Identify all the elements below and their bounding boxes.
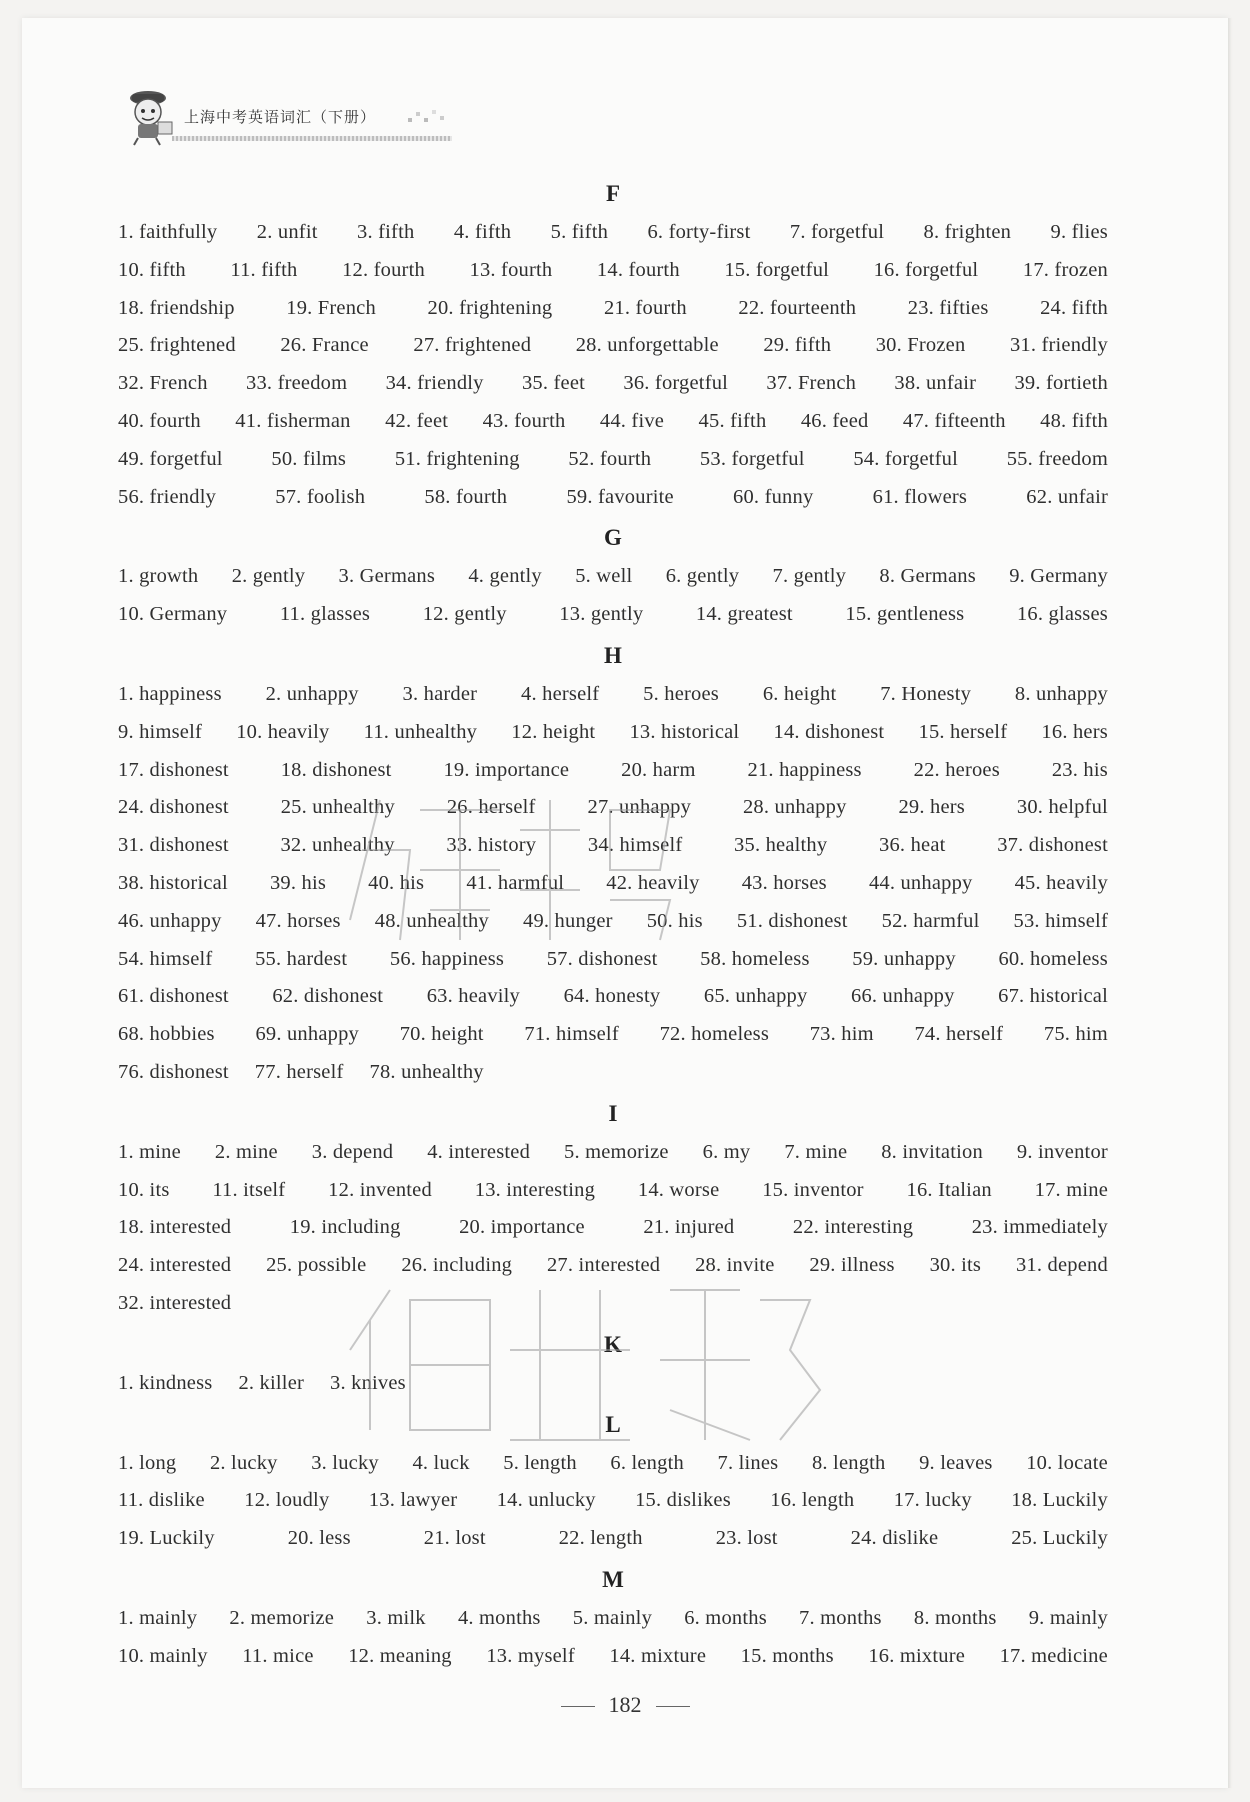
answer-item: 1. growth — [118, 565, 199, 588]
answer-item: 4. herself — [521, 682, 600, 705]
header-rule — [172, 136, 452, 141]
answer-row — [118, 290, 1108, 328]
answer-item: 14. mixture — [609, 1644, 707, 1667]
answer-item: 22. length — [558, 1527, 643, 1550]
answer-item: 19. importance — [443, 758, 570, 781]
answer-item: 21. lost — [423, 1527, 486, 1550]
answer-item: 19. including — [289, 1216, 401, 1239]
answer-item: 50. films — [271, 447, 347, 470]
answer-item: 27. unhappy — [587, 796, 692, 819]
answer-row — [118, 441, 1108, 479]
answer-row — [118, 403, 1108, 441]
answer-item: 3. knives — [330, 1371, 406, 1394]
answer-item: 14. greatest — [695, 603, 793, 626]
answer-item: 18. dishonest — [280, 758, 392, 781]
answer-item: 19. French — [286, 296, 376, 319]
answer-row — [118, 1134, 1108, 1172]
answer-item: 63. heavily — [426, 985, 521, 1008]
answer-item: 22. interesting — [792, 1216, 914, 1239]
answer-item: 30. helpful — [1016, 796, 1108, 819]
answer-item: 7. months — [799, 1606, 882, 1629]
answer-item: 51. frightening — [394, 447, 520, 470]
answer-item: 22. fourteenth — [738, 296, 857, 319]
answer-row — [118, 1365, 1108, 1403]
answer-item: 1. mine — [118, 1140, 181, 1163]
answer-item: 67. historical — [998, 985, 1108, 1008]
answer-item: 56. happiness — [389, 947, 505, 970]
answer-item: 34. friendly — [385, 372, 484, 395]
answer-item: 25. possible — [266, 1254, 367, 1277]
answer-item: 26. including — [401, 1254, 513, 1277]
answer-item: 7. lines — [717, 1451, 779, 1474]
answer-row — [118, 1600, 1108, 1638]
answer-item: 58. fourth — [424, 485, 508, 508]
answer-item: 23. his — [1051, 758, 1108, 781]
answer-item: 32. unhealthy — [280, 834, 395, 857]
answer-item: 52. fourth — [568, 447, 652, 470]
answer-item: 3. lucky — [311, 1451, 379, 1474]
answer-item: 1. happiness — [118, 682, 222, 705]
answer-item: 59. favourite — [566, 485, 674, 508]
answer-item: 15. months — [740, 1644, 834, 1667]
page-number-dash-left — [561, 1706, 595, 1707]
answer-item: 8. frighten — [923, 221, 1012, 243]
answer-item: 64. honesty — [563, 985, 661, 1008]
answer-item: 18. friendship — [118, 296, 235, 319]
answer-item: 15. gentleness — [845, 603, 965, 626]
answer-item: 77. herself — [254, 1060, 344, 1083]
answer-item: 24. dislike — [850, 1527, 939, 1550]
answer-item: 48. fifth — [1040, 409, 1108, 432]
answer-row — [118, 252, 1108, 290]
answer-item: 10. mainly — [118, 1644, 208, 1667]
answer-item: 24. dishonest — [118, 796, 229, 819]
answer-item: 13. fourth — [469, 258, 553, 281]
answer-item: 10. heavily — [236, 720, 330, 743]
answer-item: 65. unhappy — [703, 985, 808, 1008]
answer-item: 16. forgetful — [873, 258, 979, 281]
answer-item: 33. history — [446, 834, 537, 857]
answer-item: 39. fortieth — [1014, 372, 1108, 395]
answer-item: 68. hobbies — [118, 1023, 215, 1046]
answer-item: 18. Luckily — [1011, 1489, 1108, 1512]
answer-item: 5. heroes — [643, 682, 719, 705]
answer-row — [118, 1445, 1108, 1483]
answer-item: 5. length — [503, 1451, 577, 1474]
answer-row — [118, 714, 1108, 752]
answer-row — [118, 903, 1108, 941]
answer-item: 38. historical — [118, 871, 228, 894]
answer-item: 29. hers — [898, 796, 965, 819]
answer-item: 8. length — [811, 1451, 886, 1474]
section-heading-k: K — [604, 1331, 622, 1357]
answer-item: 47. fifteenth — [902, 409, 1006, 432]
answer-item: 5. well — [575, 565, 633, 588]
answer-item: 10. Germany — [118, 603, 228, 626]
page-number — [0, 1692, 1250, 1718]
answer-item: 36. heat — [879, 834, 946, 857]
answer-item: 27. frightened — [413, 334, 532, 357]
answer-item: 6. gently — [665, 565, 740, 588]
answer-item: 42. feet — [385, 409, 449, 432]
answer-item: 4. fifth — [453, 221, 512, 243]
answer-item: 15. herself — [918, 720, 1008, 743]
answer-item: 14. dishonest — [773, 720, 885, 743]
answer-item: 12. gently — [422, 603, 507, 626]
answer-item: 11. fifth — [230, 258, 298, 281]
answer-item: 17. medicine — [999, 1644, 1108, 1667]
answer-item: 12. meaning — [348, 1644, 452, 1667]
answer-item: 72. homeless — [659, 1023, 770, 1046]
answer-item: 44. unhappy — [868, 871, 973, 894]
answer-item: 4. months — [457, 1606, 541, 1629]
answer-row — [118, 1638, 1108, 1676]
answer-item: 12. invented — [328, 1178, 432, 1201]
answer-row — [118, 1209, 1108, 1247]
answer-item: 3. depend — [311, 1140, 394, 1163]
answer-row — [118, 1247, 1108, 1285]
answer-item: 4. interested — [427, 1140, 531, 1163]
answer-item: 21. injured — [643, 1216, 735, 1239]
answer-item: 58. homeless — [700, 947, 810, 970]
answer-item: 12. fourth — [342, 258, 425, 281]
section-heading-f: F — [605, 181, 621, 206]
page-number-value: 182 — [608, 1692, 642, 1717]
answer-item: 36. forgetful — [623, 372, 729, 395]
answer-item: 75. him — [1043, 1023, 1108, 1046]
answer-item: 2. lucky — [209, 1451, 278, 1474]
answer-item: 2. gently — [231, 565, 306, 588]
answer-item: 29. fifth — [763, 334, 832, 357]
answer-item: 39. his — [269, 871, 327, 894]
answer-item: 61. dishonest — [118, 985, 229, 1008]
answer-item: 9. himself — [118, 720, 202, 743]
answer-row — [118, 1016, 1108, 1054]
answer-item: 74. herself — [914, 1023, 1004, 1046]
answer-item: 2. unfit — [256, 221, 318, 243]
answer-item: 31. dishonest — [118, 834, 229, 857]
answer-row — [118, 1482, 1108, 1520]
answer-item: 28. unforgettable — [575, 334, 719, 357]
answer-item: 6. my — [702, 1140, 751, 1163]
answer-item: 16. mixture — [868, 1644, 966, 1667]
answer-item: 57. dishonest — [546, 947, 658, 970]
answer-row — [118, 827, 1108, 865]
answer-item: 29. illness — [809, 1254, 895, 1277]
answer-row — [118, 479, 1108, 517]
answer-item: 23. fifties — [907, 296, 989, 319]
answer-item: 12. height — [511, 720, 596, 743]
page-number-dash-right — [656, 1706, 690, 1707]
answer-item: 32. French — [118, 372, 208, 395]
answer-item: 16. glasses — [1016, 603, 1108, 626]
answer-item: 7. mine — [784, 1140, 848, 1163]
section-heading-g: G — [604, 525, 622, 551]
answer-item: 45. fifth — [698, 409, 767, 432]
answer-item: 37. French — [766, 372, 857, 395]
answer-item: 5. fifth — [550, 221, 609, 243]
answer-item: 11. unhealthy — [363, 720, 478, 743]
answer-item: 15. dislikes — [635, 1489, 731, 1512]
answer-row — [118, 676, 1108, 714]
answer-item: 10. locate — [1026, 1451, 1108, 1474]
answer-row — [118, 978, 1108, 1016]
answer-row — [118, 1285, 1108, 1323]
answer-item: 2. unhappy — [265, 682, 359, 705]
answer-item: 55. freedom — [1006, 447, 1108, 470]
answer-item: 3. fifth — [357, 221, 415, 243]
answer-item: 70. height — [399, 1023, 484, 1046]
answer-item: 59. unhappy — [852, 947, 956, 970]
answer-item: 2. mine — [214, 1140, 278, 1163]
answer-item: 11. dislike — [118, 1489, 205, 1512]
answer-item: 17. dishonest — [118, 758, 229, 781]
answer-item: 76. dishonest — [118, 1060, 229, 1083]
answer-item: 20. less — [287, 1527, 351, 1550]
answer-item: 37. dishonest — [997, 834, 1108, 857]
answer-item: 8. invitation — [881, 1140, 983, 1163]
answer-item: 41. harmful — [466, 871, 565, 894]
answer-item: 13. gently — [559, 603, 644, 626]
answer-item: 23. lost — [715, 1527, 778, 1550]
answer-row — [118, 941, 1108, 979]
answer-item: 3. Germans — [338, 565, 436, 588]
answer-item: 25. unhealthy — [280, 796, 395, 819]
answer-item: 16. length — [770, 1489, 855, 1512]
section-heading-i: I — [608, 1100, 618, 1126]
answer-item: 40. his — [368, 871, 425, 894]
answer-item: 24. interested — [118, 1254, 232, 1277]
answer-row — [118, 214, 1108, 252]
answer-item: 11. itself — [212, 1178, 286, 1201]
answer-item: 6. months — [684, 1606, 767, 1629]
answer-item: 3. harder — [402, 682, 478, 705]
answer-item: 13. historical — [629, 720, 740, 743]
answer-item: 60. homeless — [998, 947, 1108, 970]
answer-item: 7. gently — [772, 565, 847, 588]
answer-item: 8. months — [913, 1606, 997, 1629]
answer-item: 54. forgetful — [853, 447, 959, 470]
answer-item: 20. frightening — [427, 296, 553, 319]
answer-item: 13. interesting — [474, 1178, 596, 1201]
page-header — [122, 82, 452, 148]
answer-item: 25. frightened — [118, 334, 236, 357]
answer-item: 54. himself — [118, 947, 213, 970]
answer-item: 73. him — [809, 1023, 874, 1046]
answer-item: 2. memorize — [229, 1606, 335, 1629]
answer-item: 8. unhappy — [1014, 682, 1108, 705]
answer-item: 69. unhappy — [255, 1023, 359, 1046]
answer-item: 17. lucky — [893, 1489, 972, 1512]
answer-row — [118, 558, 1108, 596]
answer-item: 18. interested — [118, 1216, 232, 1239]
answer-item: 47. horses — [255, 909, 341, 932]
answer-item: 16. Italian — [906, 1178, 992, 1201]
answer-item: 41. fisherman — [235, 409, 351, 432]
answer-item: 7. forgetful — [789, 221, 885, 243]
answer-item: 9. Germany — [1009, 565, 1108, 588]
answer-item: 19. Luckily — [118, 1527, 215, 1550]
answer-item: 5. mainly — [572, 1606, 653, 1629]
answer-item: 1. long — [118, 1451, 177, 1474]
answer-item: 42. heavily — [606, 871, 700, 894]
answer-item: 38. unfair — [894, 372, 977, 395]
answer-item: 33. freedom — [246, 372, 348, 395]
answer-item: 34. himself — [587, 834, 683, 857]
answer-item: 12. loudly — [244, 1489, 330, 1512]
answer-item: 15. forgetful — [724, 258, 830, 281]
answer-row — [118, 365, 1108, 403]
answer-item: 32. interested — [118, 1291, 232, 1314]
answer-row — [118, 1054, 1108, 1092]
answer-item: 43. horses — [741, 871, 827, 894]
answer-item: 53. himself — [1013, 909, 1108, 932]
answer-item: 78. unhealthy — [369, 1060, 484, 1083]
answer-row — [118, 1172, 1108, 1210]
answer-item: 46. unhappy — [118, 909, 222, 932]
answer-item: 66. unhappy — [851, 985, 955, 1008]
answer-key — [118, 172, 1108, 1676]
answer-item: 7. Honesty — [880, 682, 972, 705]
answer-item: 21. fourth — [603, 296, 687, 319]
answer-item: 43. fourth — [482, 409, 566, 432]
answer-item: 62. unfair — [1026, 485, 1108, 508]
answer-item: 22. heroes — [913, 758, 1000, 781]
answer-item: 16. hers — [1041, 720, 1108, 743]
answer-item: 17. mine — [1034, 1178, 1108, 1201]
answer-item: 27. interested — [546, 1254, 661, 1277]
answer-item: 46. feed — [800, 409, 869, 432]
answer-item: 28. invite — [695, 1254, 775, 1277]
answer-item: 25. Luckily — [1011, 1527, 1108, 1550]
answer-item: 31. friendly — [1009, 334, 1108, 357]
answer-item: 26. France — [280, 334, 369, 357]
answer-row — [118, 752, 1108, 790]
answer-item: 8. Germans — [879, 565, 976, 588]
answer-item: 49. forgetful — [118, 447, 223, 470]
answer-item: 1. kindness — [118, 1371, 213, 1394]
answer-item: 5. memorize — [564, 1140, 669, 1163]
answer-item: 24. fifth — [1040, 296, 1108, 319]
section-heading-h: H — [604, 642, 622, 668]
page-edge — [1228, 18, 1232, 1788]
answer-item: 15. inventor — [762, 1178, 864, 1201]
answer-item: 30. its — [929, 1254, 982, 1277]
answer-item: 11. mice — [242, 1644, 314, 1667]
answer-item: 26. herself — [446, 796, 536, 819]
answer-item: 14. fourth — [596, 258, 680, 281]
answer-item: 61. flowers — [872, 485, 968, 508]
answer-item: 52. harmful — [881, 909, 980, 932]
answer-item: 23. immediately — [971, 1216, 1108, 1239]
answer-item: 3. milk — [366, 1606, 426, 1629]
answer-item: 4. luck — [412, 1451, 470, 1474]
answer-item: 10. fifth — [118, 258, 186, 281]
answer-item: 1. faithfully — [118, 221, 218, 243]
answer-item: 17. frozen — [1022, 258, 1108, 281]
answer-item: 6. height — [762, 682, 837, 705]
answer-item: 40. fourth — [118, 409, 201, 432]
decorative-dots-icon — [404, 106, 454, 128]
answer-item: 9. inventor — [1016, 1140, 1108, 1163]
answer-item: 50. his — [646, 909, 703, 932]
book-title: 上海中考英语词汇（下册） — [184, 108, 377, 126]
answer-row — [118, 596, 1108, 634]
answer-item: 51. dishonest — [736, 909, 848, 932]
answer-item: 31. depend — [1015, 1254, 1108, 1277]
answer-item: 60. funny — [733, 485, 814, 508]
answer-item: 21. happiness — [747, 758, 862, 781]
answer-item: 2. killer — [238, 1371, 305, 1394]
answer-item: 6. forty-first — [647, 221, 751, 243]
answer-item: 9. flies — [1050, 221, 1108, 243]
answer-item: 48. unhealthy — [374, 909, 489, 932]
answer-item: 35. healthy — [734, 834, 828, 857]
answer-item: 14. worse — [637, 1178, 720, 1201]
answer-item: 20. importance — [459, 1216, 585, 1239]
answer-item: 57. foolish — [275, 485, 366, 508]
section-heading-l: L — [605, 1411, 621, 1437]
answer-item: 49. hunger — [523, 909, 613, 932]
answer-item: 35. feet — [521, 372, 586, 395]
answer-item: 20. harm — [621, 758, 696, 781]
answer-item: 10. its — [118, 1178, 170, 1201]
answer-row — [118, 327, 1108, 365]
answer-row — [118, 1520, 1108, 1558]
answer-item: 71. himself — [524, 1023, 619, 1046]
answer-item: 14. unlucky — [496, 1489, 596, 1512]
answer-item: 53. forgetful — [699, 447, 805, 470]
answer-row — [118, 789, 1108, 827]
answer-item: 56. friendly — [118, 485, 217, 508]
answer-item: 62. dishonest — [272, 985, 384, 1008]
answer-item: 13. myself — [486, 1644, 575, 1667]
answer-item: 4. gently — [468, 565, 542, 588]
answer-item: 45. heavily — [1014, 871, 1108, 894]
answer-item: 11. glasses — [279, 603, 371, 626]
answer-item: 6. length — [610, 1451, 684, 1474]
answer-item: 13. lawyer — [368, 1489, 458, 1512]
section-heading-m: M — [602, 1566, 624, 1592]
answer-item: 30. Frozen — [875, 334, 966, 357]
answer-item: 44. five — [599, 409, 665, 432]
answer-row — [118, 865, 1108, 903]
answer-item: 55. hardest — [255, 947, 348, 970]
answer-item: 28. unhappy — [742, 796, 847, 819]
answer-item: 9. leaves — [919, 1451, 993, 1474]
answer-item: 9. mainly — [1028, 1606, 1108, 1629]
answer-item: 1. mainly — [118, 1606, 198, 1629]
